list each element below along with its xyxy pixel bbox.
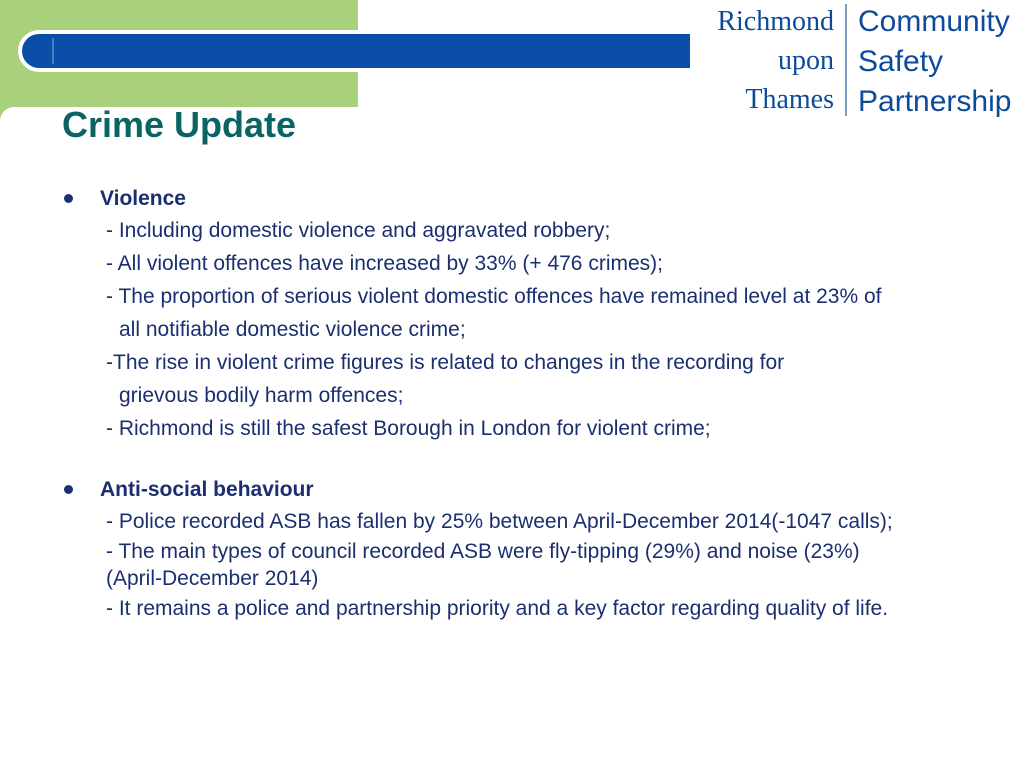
list-item: - The main types of council recorded ASB were fly-tipping (29%) and noise (23%): [106, 540, 860, 563]
header-green-notch: [0, 107, 14, 121]
section-violence: [62, 184, 1002, 445]
list-item: - Richmond is still the safest Borough in London for violent crime;: [106, 417, 711, 440]
logo-partnership-name: Community Safety Partnership: [858, 5, 1012, 118]
bullet-icon: [64, 485, 73, 494]
list-item: - Including domestic violence and aggravated robbery;: [106, 219, 611, 242]
list-item: - Police recorded ASB has fallen by 25% between April-December 2014(-1047 calls);: [106, 510, 893, 533]
list-item-continuation: all notifiable domestic violence crime;: [119, 318, 466, 341]
section-heading: Anti-social behaviour: [100, 478, 314, 501]
partnership-logo: [700, 2, 1022, 120]
list-item: - All violent offences have increased by 33% (+ 476 crimes);: [106, 252, 663, 275]
list-item-continuation: (April-December 2014): [106, 567, 319, 590]
section-heading: Violence: [100, 187, 186, 210]
page-title: Crime Update: [62, 104, 297, 145]
slide-content: [62, 184, 1002, 625]
header-blue-bar: [22, 34, 690, 68]
list-item: -The rise in violent crime figures is related to changes in the recording for: [106, 351, 785, 374]
logo-divider: [845, 4, 847, 116]
list-item-continuation: grievous bodily harm offences;: [119, 384, 404, 407]
list-item: - The proportion of serious violent domestic offences have remained level at 23% of: [106, 285, 882, 308]
list-item: - It remains a police and partnership priority and a key factor regarding quality of life.: [106, 597, 889, 620]
logo-borough-name: Richmond upon Thames: [717, 6, 834, 115]
bullet-icon: [64, 194, 73, 203]
section-anti-social-behaviour: [62, 475, 1002, 625]
